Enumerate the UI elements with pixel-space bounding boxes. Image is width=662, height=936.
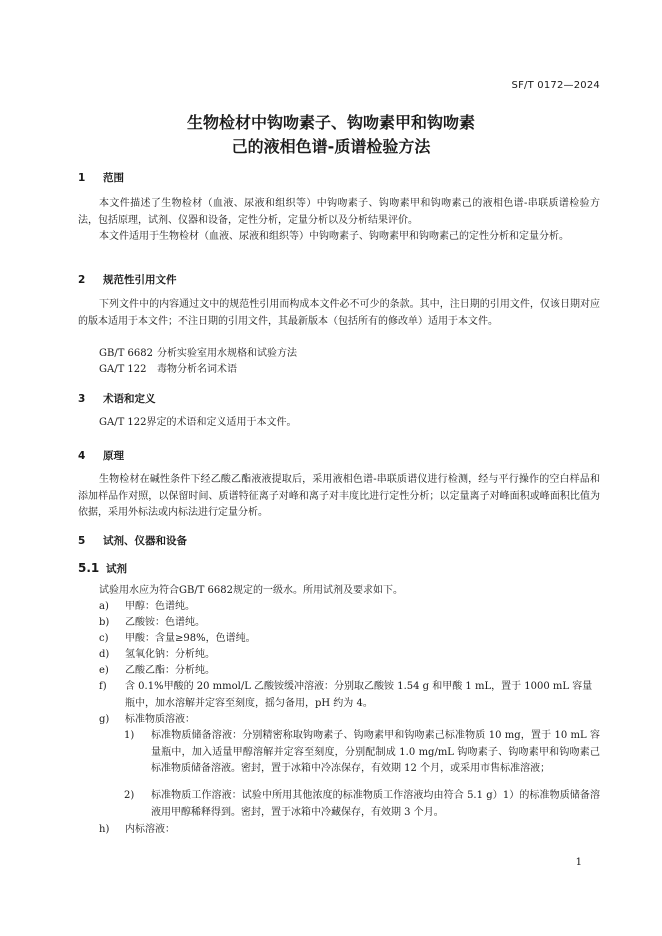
sub-list-item-text: 标准物质储备溶液：分别精密称取钩吻素子、钩吻素甲和钩吻素己标准物质 10 mg，置于 10 mL 容量瓶中，加入适量甲醇溶解并定容至刻度，分别配制成 1.0 mg/mL 钩吻素子、钩吻素甲和钩吻素己标准物质储备溶液。密封，置于冰箱中冷冻保存，有效期 12 个月，或采用市售标准溶液；: [151, 730, 600, 774]
section-5-1-intro: 试验用水应为符合GB/T 6682规定的一级水。所用试剂及要求如下。: [99, 585, 404, 596]
list-item-text: 乙酸乙酯：分析纯。: [125, 665, 215, 676]
section-1-paragraph-2: 本文件适用于生物检材（血液、尿液和组织等）中钩吻素子、钩吻素甲和钩吻素己的定性分析和定量分析。: [99, 231, 569, 242]
section-number: 3: [78, 393, 86, 405]
section-title: 原理: [103, 450, 124, 462]
list-item-text: 内标溶液：: [125, 824, 175, 835]
list-item-label: c): [99, 633, 109, 644]
document-title: [0, 111, 662, 159]
section-title: 试剂、仪器和设备: [103, 535, 187, 547]
list-item-text: 乙酸铵：色谱纯。: [125, 617, 205, 628]
section-2-heading: [78, 272, 177, 287]
section-number: 1: [78, 172, 86, 184]
list-item-text: 含 0.1%甲酸的 20 mmol/L 乙酸铵缓冲溶液：分别取乙酸铵 1.54 g 和甲酸 1 mL，置于 1000 mL 容量瓶中，加水溶解并定容至刻度，摇匀备用，pH 约为 4。: [125, 681, 593, 709]
sub-list-item-text: 标准物质工作溶液：试验中所用其他浓度的标准物质工作溶液均由符合 5.1 g）1）的标准物质储备溶液用甲醇稀释得到。密封，置于冰箱中冷藏保存，有效期 3 个月。: [151, 790, 600, 818]
section-5-1-heading: [78, 561, 127, 576]
list-item-label: d): [99, 649, 110, 660]
list-item-label: e): [99, 665, 109, 676]
section-3-heading: [78, 391, 156, 406]
section-4-paragraph-1: 生物检材在碱性条件下经乙酸乙酯液液提取后，采用液相色谱-串联质谱仪进行检测，经与平行操作的空白样品和添加样品作对照，以保留时间、质谱特征离子对峰和离子对丰度比进行定性分析；以定量离子对峰面积或峰面积比值为依据，采用外标法或内标法进行定量分析。: [78, 474, 600, 518]
list-item-label: a): [99, 601, 109, 612]
list-item-text: 标准物质溶液：: [125, 714, 195, 725]
section-3-paragraph-1: GA/T 122界定的术语和定义适用于本文件。: [99, 417, 297, 428]
page-number: 1: [575, 857, 582, 868]
section-title: 范围: [103, 172, 124, 184]
list-item-label: b): [99, 617, 110, 628]
list-item: [99, 631, 599, 648]
list-item: [99, 599, 599, 616]
section-number: 5: [78, 535, 86, 547]
list-item: [99, 615, 599, 632]
section-5-heading: [78, 533, 187, 548]
list-item-text: 氢氧化钠：分析纯。: [125, 649, 215, 660]
list-item-label: h): [99, 824, 110, 835]
section-2-paragraph-1: 下列文件中的内容通过文中的规范性引用而构成本文件必不可少的条款。其中，注日期的引用文件，仅该日期对应的版本适用于本文件；不注日期的引用文件，其最新版本（包括所有的修改单）适用于本文件。: [78, 299, 600, 327]
list-item-label: f): [99, 681, 107, 692]
section-number: 5.1: [78, 561, 100, 575]
standard-code: SF/T 0172—2024: [511, 80, 600, 91]
section-number: 4: [78, 450, 86, 462]
section-title: 试剂: [106, 563, 127, 575]
title-line-2: 己的液相色谱-质谱检验方法: [231, 137, 431, 156]
sub-list-item: [124, 788, 600, 821]
reference-code: GA/T 122: [99, 364, 147, 375]
reference-code: GB/T 6682: [99, 348, 154, 359]
section-1-paragraph-1: 本文件描述了生物检材（血液、尿液和组织等）中钩吻素子、钩吻素甲和钩吻素己的液相色谱-串联质谱检验方法，包括原理，试剂、仪器和设备，定性分析，定量分析以及分析结果评价。: [78, 198, 600, 226]
list-item: [99, 663, 599, 680]
list-item-label: g): [99, 714, 110, 725]
section-number: 2: [78, 274, 86, 286]
list-item-text: 甲酸：含量≥98%，色谱纯。: [125, 633, 256, 644]
list-item: [99, 647, 599, 664]
list-item: [99, 822, 599, 839]
sub-list-item-label: 1): [124, 730, 135, 741]
section-title: 术语和定义: [103, 393, 156, 405]
section-4-heading: [78, 448, 124, 463]
list-item: [99, 712, 599, 729]
sub-list-item-label: 2): [124, 790, 135, 801]
list-item-text: 甲醇：色谱纯。: [125, 601, 195, 612]
reference-title: 分析实验室用水规格和试验方法: [157, 348, 297, 359]
list-item: [99, 679, 599, 712]
sub-list-item: [124, 728, 600, 778]
reference-title: 毒物分析名词术语: [157, 364, 237, 375]
title-line-1: 生物检材中钩吻素子、钩吻素甲和钩吻素: [186, 113, 475, 132]
reference-item: [99, 346, 297, 362]
section-1-heading: [78, 170, 124, 185]
reference-item: [99, 362, 237, 378]
section-title: 规范性引用文件: [103, 274, 177, 286]
